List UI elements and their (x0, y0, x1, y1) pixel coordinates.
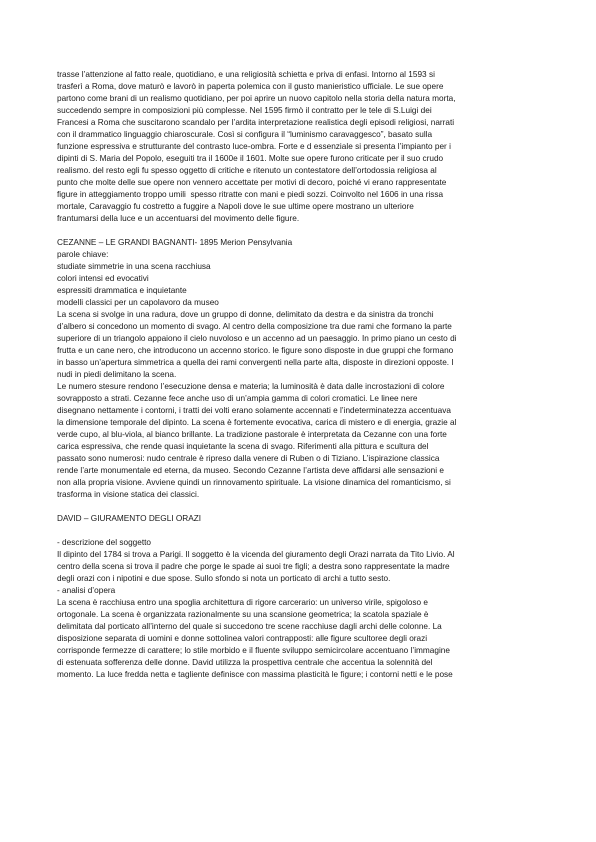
paragraph-line: disposizione separata di uomini e donne sottolinea valori contrapposti: alle figure scultoree degli orazi (57, 634, 428, 643)
paragraph-line: nudi in piedi delimitano la scena. (57, 370, 177, 379)
paragraph-line: superiore di un triangolo appaiono il cielo nuvoloso e un accenno ad un paesaggio. In primo piano un cesto di (57, 334, 457, 343)
text-column (57, 69, 547, 681)
paragraph-line: momento. La luce fredda netta e tagliente definisce con massima plasticità le figure; i contorni netti e le pose (57, 670, 453, 679)
paragraph-line: trasferì a Roma, dove maturò e lavorò in paperta polemica con il gusto manieristico ufficiale. Le sue opere (57, 82, 444, 91)
paragraph-line: La scena si svolge in una radura, dove un gruppo di donne, delimitato da destra e da sinistra da tronchi (57, 310, 434, 319)
paragraph-line: Il dipinto del 1784 si trova a Parigi. Il soggetto è la vicenda del giuramento degli Orazi narrata da Tito Livio. Al (57, 550, 455, 559)
blank-line (57, 501, 547, 513)
keyword-item: studiate simmetrie in una scena racchiusa (57, 262, 211, 271)
paragraph-line: mortale, Caravaggio fu costretto a fuggire a Napoli dove le sue ultime opere mostrano un ulteriore (57, 202, 414, 211)
paragraph-line: parole chiave: (57, 250, 109, 259)
paragraph-line: centro della scena si trova il padre che porge le spade ai suoi tre figli; a destra sono rappresentate la madre (57, 562, 450, 571)
paragraph-line: dipinti di S. Maria del Popolo, eseguiti tra il 1600e il 1601. Molte sue opere furono criticate per il suo crudo (57, 154, 444, 163)
paragraph-line: ortogonale. La scena è organizzata razionalmente su una scansione geometrica; la scatola spaziale è (57, 610, 429, 619)
paragraph-line: passato sono numerosi: nudo centrale è ripreso dalla venere di Ruben o di Tiziano. L’ispirazione classica (57, 454, 440, 463)
paragraph-line: succedendo sempre in composizioni più complesse. Nel 1595 firmò il contratto per le tele di S.Luigi dei (57, 106, 432, 115)
paragraph-line: realismo. del resto egli fu spesso oggetto di critiche e ritenuto un contestatore dell’ortodossia religiosa al (57, 166, 437, 175)
paragraph-line: figure in atteggiamento troppo umili spesso ritratte con mani e piedi sozzi. Coinvolto nel 1606 in una rissa (57, 190, 444, 199)
blank-line (57, 525, 547, 537)
paragraph-line: sovrapposto a strati. Cezanne fece anche uso di un’ampia gamma di colori cromatici. Le linee nere (57, 394, 418, 403)
keyword-item: colori intensi ed evocativi (57, 274, 149, 283)
paragraph-line: carica espressiva, che rende quasi inquietante la scena di svago. Riferimenti alla pittura e scultura del (57, 442, 429, 451)
caravaggio-section (57, 69, 547, 225)
cezanne-section (57, 237, 547, 501)
paragraph-line: partono come brani di un realismo quotidiano, per poi aprire un nuovo capitolo nella storia della natura morta, (57, 94, 456, 103)
keyword-item: espressiti drammatica e inquietante (57, 286, 187, 295)
paragraph-line: punto che molte delle sue opere non vennero accettate per motivi di decoro, poiché vi erano rappresentate (57, 178, 447, 187)
paragraph-line: disegnano nettamente i contorni, i tratti dei volti erano solamente accennati e l’indeterminatezza accentuava (57, 406, 451, 415)
subheading: - analisi d’opera (57, 586, 116, 595)
paragraph-line: frutta e un cane nero, che introducono un accenno storico. le figure sono disposte in due gruppi che formano (57, 346, 454, 355)
paragraph-line: frantumarsi della luce e un accentuarsi del movimento delle figure. (57, 214, 300, 223)
paragraph-line: corrisponde fermezze di carattere; lo stile morbido e il fluente sviluppo semicircolare accentuano l’immagine (57, 646, 450, 655)
paragraph-line: La scena è racchiusa entro una spoglia architettura di rigore carcerario: un universo virile, spigoloso e (57, 598, 428, 607)
paragraph-line: d’albero si concedono un momento di svago. Al centro della composizione tra due rami che formano la parte (57, 322, 452, 331)
paragraph-line: con il drammatico linguaggio chiaroscurale. Così si configura il “luminismo caravaggesco”, basato sulla (57, 130, 433, 139)
paragraph-line: Le numero stesure rendono l’esecuzione densa e materia; la luminosità è data dalle incrostazioni di colore (57, 382, 445, 391)
section-heading: CEZANNE – LE GRANDI BAGNANTI- 1895 Merion Pensylvania (57, 238, 293, 247)
paragraph-line: in basso un’apertura simmetrica a quella dei rami convergenti nella parte alta, disposte in direzioni opposte. I (57, 358, 454, 367)
keyword-item: modelli classici per un capolavoro da museo (57, 298, 219, 307)
paragraph-line: delimitata dal porticato all’interno del quale si succedono tre scene racchiuse dagli archi delle colonne. La (57, 622, 442, 631)
paragraph-line: la dimensione temporale del dipinto. La scena è fortemente evocativa, carica di mistero e di energia, grazie al (57, 418, 457, 427)
david-section (57, 513, 547, 681)
paragraph-line: trasforma in visione statica dei classici. (57, 490, 200, 499)
paragraph-line: rende l’arte monumentale ed eterna, da museo. Secondo Cezanne l’artista deve affidarsi alle sensazioni e (57, 466, 444, 475)
subheading: - descrizione del soggetto (57, 538, 152, 547)
section-heading: DAVID – GIURAMENTO DEGLI ORAZI (57, 514, 202, 523)
paragraph-line: degli orazi con i nipotini e due spose. Sullo sfondo si nota un porticato di archi a tutto sesto. (57, 574, 391, 583)
paragraph-line: di estenuata sofferenza delle donne. David utilizza la prospettiva centrale che accentua la solennità del (57, 658, 433, 667)
paragraph-line: trasse l’attenzione al fatto reale, quotidiano, e una religiosità schietta e priva di enfasi. Intorno al 1593 si (57, 70, 435, 79)
paragraph-line: funzione espressiva e strutturante del contrasto luce-ombra. Forte e d essenziale si presenta l’impianto per i (57, 142, 451, 151)
paragraph-line: verde cupo, al blu-viola, al bianco brillante. La tradizione pastorale è interpretata da Cezanne con una forte (57, 430, 447, 439)
paragraph-line: Francesi a Roma che suscitarono scandalo per l’ardita interpretazione realistica degli episodi religiosi, narrati (57, 118, 455, 127)
blank-line (57, 225, 547, 237)
paragraph-line: non alla propria visione. Avviene quindi un rinnovamento spirituale. La visione dinamica del romanticismo, si (57, 478, 451, 487)
